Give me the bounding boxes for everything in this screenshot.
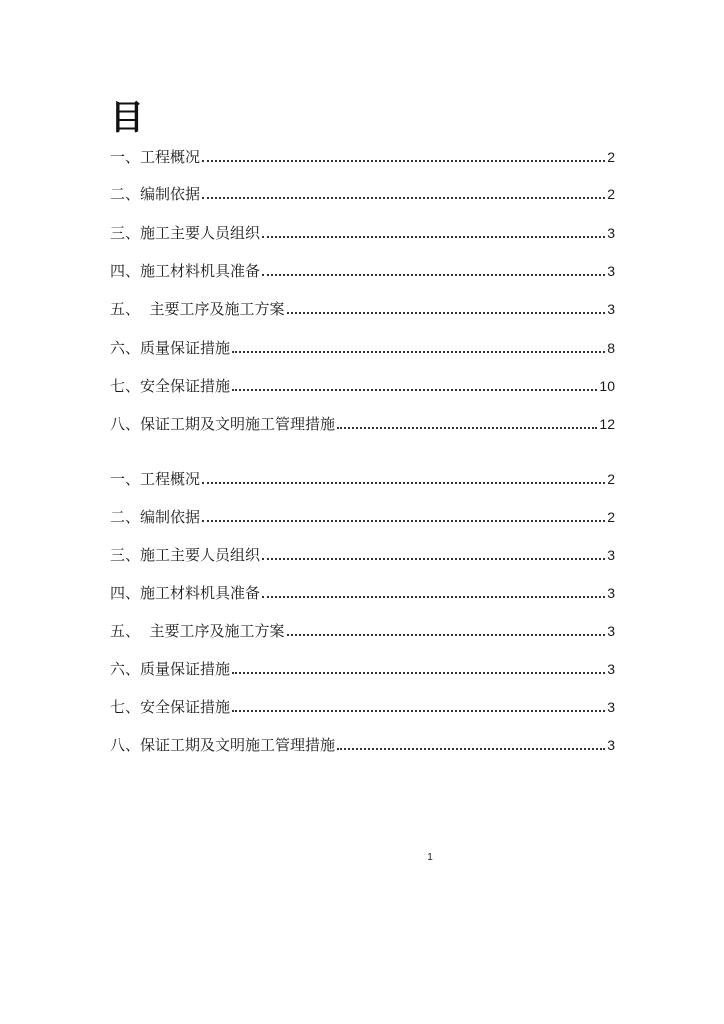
toc-leader-dots [262, 558, 605, 560]
toc-entry[interactable] [110, 733, 615, 755]
toc-leader-dots [337, 748, 605, 750]
toc-leader-dots [232, 389, 597, 391]
toc-entry[interactable] [110, 619, 615, 641]
toc-entry[interactable] [110, 412, 615, 434]
toc-entry-title: 一、工程概况 [110, 148, 201, 166]
toc-leader-dots [232, 710, 605, 712]
toc-entry-page: 3 [607, 585, 615, 601]
toc-leader-dots [202, 520, 605, 522]
toc-entry-page: 2 [607, 186, 615, 202]
toc-entry-page: 2 [607, 149, 615, 165]
toc-entry[interactable] [110, 581, 615, 603]
toc-entry[interactable] [110, 336, 615, 358]
page-number: 1 [427, 852, 433, 863]
toc-entry-title: 三、施工主要人员组织 [110, 546, 261, 564]
toc-entry-page: 8 [607, 340, 615, 356]
toc-entry-page: 2 [607, 471, 615, 487]
toc-entry[interactable] [110, 543, 615, 565]
toc-entry-page: 3 [607, 547, 615, 563]
toc-entry-title: 四、施工材料机具准备 [110, 262, 261, 280]
toc-entry[interactable] [110, 657, 615, 679]
toc-entry-page: 3 [607, 737, 615, 753]
toc-entry-title: 五、 主要工序及施工方案 [110, 300, 285, 318]
toc-entry[interactable] [110, 505, 615, 527]
toc-leader-dots [287, 312, 606, 314]
toc-leader-dots [262, 274, 605, 276]
toc-leader-dots [337, 427, 597, 429]
toc-entry-title: 三、施工主要人员组织 [110, 224, 261, 242]
toc-entry-title: 七、安全保证措施 [110, 698, 231, 716]
toc-entry-page: 3 [607, 699, 615, 715]
toc-heading: 目 [110, 98, 144, 138]
toc-entry-page: 10 [599, 378, 615, 394]
toc-entry-title: 八、保证工期及文明施工管理措施 [110, 736, 336, 754]
toc-entry-title: 六、质量保证措施 [110, 339, 231, 357]
toc-leader-dots [232, 672, 605, 674]
toc-entry[interactable] [110, 467, 615, 489]
toc-leader-dots [202, 160, 605, 162]
toc-entry-title: 二、编制依据 [110, 185, 201, 203]
toc-entry-title: 七、安全保证措施 [110, 377, 231, 395]
toc-entry[interactable] [110, 182, 615, 204]
toc-entry-title: 八、保证工期及文明施工管理措施 [110, 415, 336, 433]
toc-entry-page: 12 [599, 416, 615, 432]
toc-leader-dots [262, 236, 605, 238]
toc-entry-page: 2 [607, 509, 615, 525]
toc-entry-title: 五、 主要工序及施工方案 [110, 622, 285, 640]
toc-leader-dots [262, 596, 605, 598]
toc-leader-dots [232, 351, 605, 353]
toc-leader-dots [202, 197, 605, 199]
toc-entry-page: 3 [607, 301, 615, 317]
toc-entry[interactable] [110, 695, 615, 717]
toc-entry-page: 3 [607, 623, 615, 639]
toc-leader-dots [202, 482, 605, 484]
toc-entry-page: 3 [607, 225, 615, 241]
toc-leader-dots [287, 634, 606, 636]
toc-entry[interactable] [110, 259, 615, 281]
toc-entry-page: 3 [607, 263, 615, 279]
toc-entry[interactable] [110, 374, 615, 396]
toc-entry-page: 3 [607, 661, 615, 677]
toc-entry-title: 二、编制依据 [110, 508, 201, 526]
toc-entry-title: 一、工程概况 [110, 470, 201, 488]
toc-entry-title: 六、质量保证措施 [110, 660, 231, 678]
toc-entry[interactable] [110, 297, 615, 319]
toc-entry[interactable] [110, 145, 615, 167]
toc-entry-title: 四、施工材料机具准备 [110, 584, 261, 602]
toc-entry[interactable] [110, 221, 615, 243]
